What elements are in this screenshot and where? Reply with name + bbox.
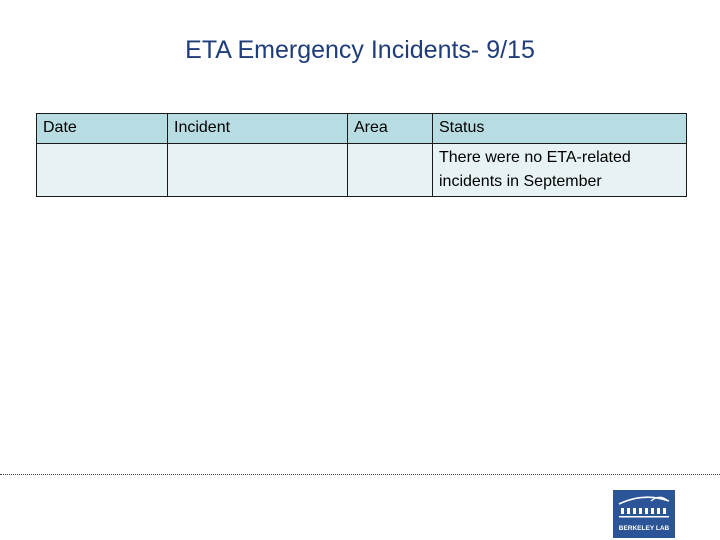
incidents-table	[36, 113, 687, 197]
berkeley-lab-logo-icon	[613, 490, 675, 538]
header-date: Date	[37, 114, 168, 144]
header-incident: Incident	[168, 114, 348, 144]
cell-date	[37, 144, 168, 197]
header-status: Status	[433, 114, 687, 144]
table-row	[37, 144, 687, 197]
cell-area	[348, 144, 433, 197]
table-header-row	[37, 114, 687, 144]
header-area: Area	[348, 114, 433, 144]
slide-title: ETA Emergency Incidents- 9/15	[185, 36, 535, 64]
logo-text: BERKELEY LAB	[618, 525, 670, 532]
footer-divider	[0, 474, 720, 475]
cell-incident	[168, 144, 348, 197]
cell-status: There were no ETA-related incidents in September	[433, 144, 687, 197]
